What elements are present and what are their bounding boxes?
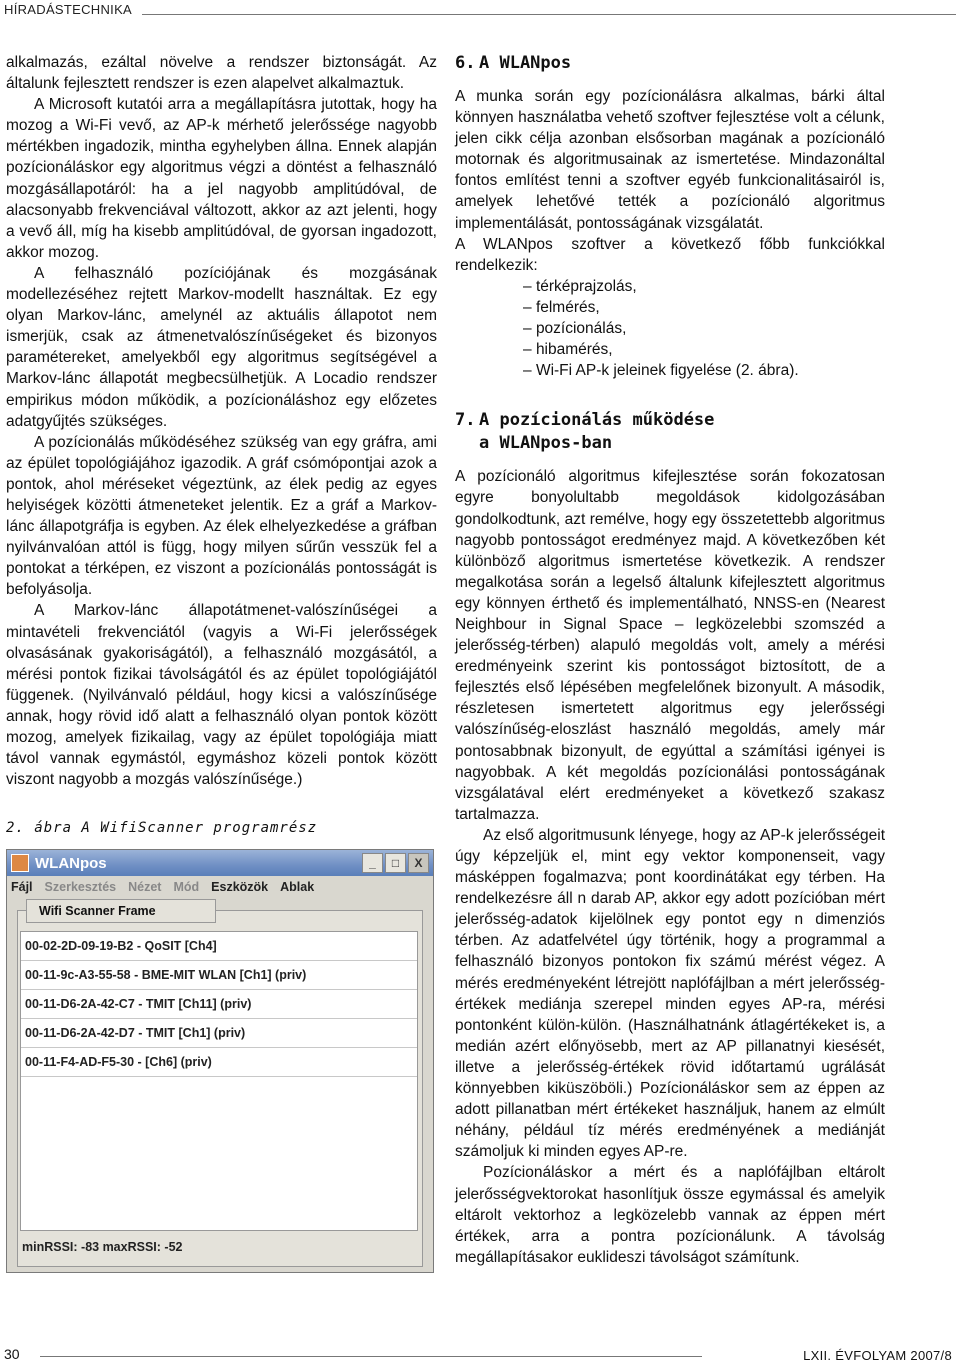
paragraph: alkalmazás, ezáltal növelve a rendszer biztonságát. Az általunk fejlesztett rendszer is ezen alapelvet alkalmaztuk. xyxy=(6,54,437,93)
menu-item-mode[interactable]: Mód xyxy=(173,879,200,894)
list-item[interactable]: 00-02-2D-09-19-B2 - QoSIT [Ch4] xyxy=(21,932,417,961)
feature-list xyxy=(455,276,885,381)
footer-rule xyxy=(40,1356,702,1357)
paragraph: A Microsoft kutatói arra a megállapításra jutottak, hogy ha mozog a Wi-Fi vevő, az AP-k mérhető jelerőssége nagyobb mértékben ingadozik, mintha egyhelyben állna. Ennek alapján pozícionáláskor egy algoritmus végzi a döntést a felhasználó mozgásállapotáról: ha a jel nagyobb amplitúdóval, de alacsonyabb frekvenciával változott, akkor az azt jelenti, hogy a vevő áll, míg ha kisebb amplitúdóval, de gyorsan ingadozott, akkor mozog. xyxy=(6,96,437,261)
menu-item-edit[interactable]: Szerkesztés xyxy=(44,879,117,894)
list-item[interactable]: 00-11-D6-2A-42-C7 - TMIT [Ch11] (priv) xyxy=(21,990,417,1019)
window-title: WLANpos xyxy=(35,854,107,872)
paragraph: A Markov-lánc állapotátmenet-valószínűségei a mintavételi frekvenciától (vagyis a Wi-Fi jelerősségek olvasásának gyakoriságától), a felhasználó mozgásától, a mérési pontok fizikai távolságától és az épület topológiájától függenek. (Nyilvánvaló például, hogy kicsi a valószínűsége annak, hogy rövid idő alatt a felhasználó olyan pontok között mozog, amelyek fizikailag, vagy az épület topológiája miatt távol vannak egymástól, egymáshoz közeli pontok között viszont nagyobb a mozgás valószínűsége.) xyxy=(6,602,437,789)
section-number: 6. xyxy=(455,53,476,73)
issue-label: LXII. ÉVFOLYAM 2007/8 xyxy=(803,1348,952,1363)
left-column xyxy=(6,52,437,1273)
page-number: 30 xyxy=(4,1346,20,1362)
rssi-status: minRSSI: -83 maxRSSI: -52 xyxy=(22,1240,183,1255)
window-controls xyxy=(362,853,429,873)
paragraph: A pozícionáló algoritmus kifejlesztése során fokozatosan egyre bonyolultabb megoldások kidolgozásában gondolkodtunk, azt remélve, hogy egy összetettebb algoritmus nagyobb pontosságot eredményez majd. A következőben két különböző algoritmus ismertetése következik. A rendszer megalkotása során a legelső általunk kifejlesztett algoritmus egy könnyen érthető és implementálható, NNSS-en (Nearest Neighbour in Signal Space – legközelebbi szomszéd a jelerősség-térben) alapuló megoldás volt, amely a mérési eredményeink szerint kis pontosságot biztosított, de a fejlesztés első lépésében megfelelőnek bizonyult. A második, részletesen ismertetett algoritmus egy jelerősségi valószínűség-eloszlást használó megoldás, amely már pontosabbnak bizonyult, de egyúttal a számítási igényei is nagyobbak. A két megoldás pozícionálási pontosságának vizsgálatával elért eredményeket a következő szakasz tartalmazza. xyxy=(455,468,885,823)
list-item: – Wi-Fi AP-k jeleinek figyelése (2. ábra). xyxy=(455,360,885,381)
menu-item-window[interactable]: Ablak xyxy=(280,879,315,894)
section-6-heading xyxy=(455,52,885,75)
section-title: A WLANpos xyxy=(479,53,572,73)
minimize-icon[interactable]: _ xyxy=(362,853,383,873)
scanner-panel xyxy=(17,903,423,1267)
header-rule xyxy=(142,14,956,15)
section-label: HÍRADÁSTECHNIKA xyxy=(4,2,133,17)
list-item: – hibamérés, xyxy=(455,339,885,360)
list-item: – térképrajzolás, xyxy=(455,276,885,297)
paragraph: Pozícionáláskor a mért és a naplófájlban eltárolt jelerősségvektorokat hasonlítjuk össze egymással és amelyik eltárolt vektorhoz a legközelebb vannak az éppen mért értékek, arra a pontra pozícionálunk. A távolság megállapításakor euklideszi távolságot számítunk. xyxy=(455,1164,885,1266)
section-title: A pozícionálás működése xyxy=(479,410,715,431)
section-number: 7. xyxy=(455,410,476,431)
close-icon[interactable]: X xyxy=(408,853,429,873)
paragraph: A munka során egy pozícionálásra alkalmas, bárki által könnyen használatba vehető szoftver fejlesztése volt a célunk, jelen cikk célja azonban elsősorban magának a pozícionáló motornak és algoritmusainak az ismertetése. Mindazonáltal fontos említést tenni a szoftver egyéb funkcionalitásairól is, amelyek lehetővé tették a pozícionáló algoritmus implementálását, pontosságának vizsgálatát. xyxy=(455,88,885,232)
menu-item-file[interactable]: Fájl xyxy=(11,879,33,894)
section-7-heading xyxy=(455,409,885,455)
list-item[interactable]: 00-11-F4-AD-F5-30 - [Ch6] (priv) xyxy=(21,1048,417,1077)
list-item: – pozícionálás, xyxy=(455,318,885,339)
list-item[interactable]: 00-11-D6-2A-42-D7 - TMIT [Ch1] (priv) xyxy=(21,1019,417,1048)
figure-caption: 2. ábra A WifiScanner programrész xyxy=(6,820,318,837)
app-icon xyxy=(11,854,29,872)
paragraph: A WLANpos szoftver a következő főbb funkciókkal rendelkezik: xyxy=(455,235,885,274)
section-title-line-2: a WLANpos-ban xyxy=(479,433,613,454)
paragraph: Az első algoritmusunk lényege, hogy az AP-k jelerősségeit úgy képzeljük el, mint egy vektor komponenseit, vagy másképpen fogalmazva; pont koordinátákat egy térben. Ha rendelkezésre áll n darab AP, akkor egy adott pozícióban mért jelerősség-adatok kijelölnek egy pontot egy n dimenziós térben. Az adatfelvétel úgy történik, hogy a programmal a felhasználó bizonyos pontokon fix számú mérést végez. A mérés eredményeként létrejött naplófájlban a mért jelerősség-értékek mediánja szerepel minden egyes AP-ra, mérési pontonként külön-külön. (Használhatnánk átlagértékeket is, a medián azért előnyösebb, mert az AP pillanatnyi kiesését, illetve a jelerősség-értékek rövid időtartamú ugrálását könnyebben kiküszöböli.) Pozícionáláskor sem az éppen az adott pillanatban mért értékeket használjuk, hanem az elmúlt néhány, például tíz mérés eredményének a mediánját számoljuk ki minden egyes AP-re. xyxy=(455,826,885,1161)
menu-bar xyxy=(7,876,433,898)
menu-item-view[interactable]: Nézet xyxy=(128,879,162,894)
maximize-icon[interactable]: □ xyxy=(385,853,406,873)
paragraph: A pozícionálás működéséhez szükség van egy gráfra, ami az épület topológiájához igazodik. A gráf csómópontjai azok a pontok, ahol méréseket végeztünk, az élek pedig az egyes helyiségek közötti átmeneteket jelentik. Ez a gráf a Markov-lánc állapotgráfja is egyben. Az élek elhelyezkedése a gráfban nyilvánvalóan attól is függ, hogy milyen sűrűn vesszük fel a pontokat a térképen, ez viszont a pozícionálás pontosságát is befolyásolja. xyxy=(6,433,437,599)
paragraph: A felhasználó pozíciójának és mozgásának modellezéséhez rejtett Markov-modellt használtak. Ez egy olyan Markov-lánc, amelynél az aktuális állapotot nem ismerjük, csak az átmenetvalószínűségeket és bizonyos paramétereket, amelyekből egy algoritmus segítségével a Markov-lánc állapotát megbecsülhetjük. A Locadio rendszer empirikus módon működik, a pozícionáláshoz egy előzetes adatgyűjtés szükséges. xyxy=(6,264,437,430)
wlanpos-window-screenshot xyxy=(6,849,434,1273)
tab-wifi-scanner-frame[interactable]: Wifi Scanner Frame xyxy=(26,899,216,923)
ap-list xyxy=(20,931,418,1231)
list-item: – felmérés, xyxy=(455,297,885,318)
right-column xyxy=(455,52,885,1268)
list-item[interactable]: 00-11-9c-A3-55-58 - BME-MIT WLAN [Ch1] (priv) xyxy=(21,961,417,990)
menu-item-tools[interactable]: Eszközök xyxy=(211,879,269,894)
